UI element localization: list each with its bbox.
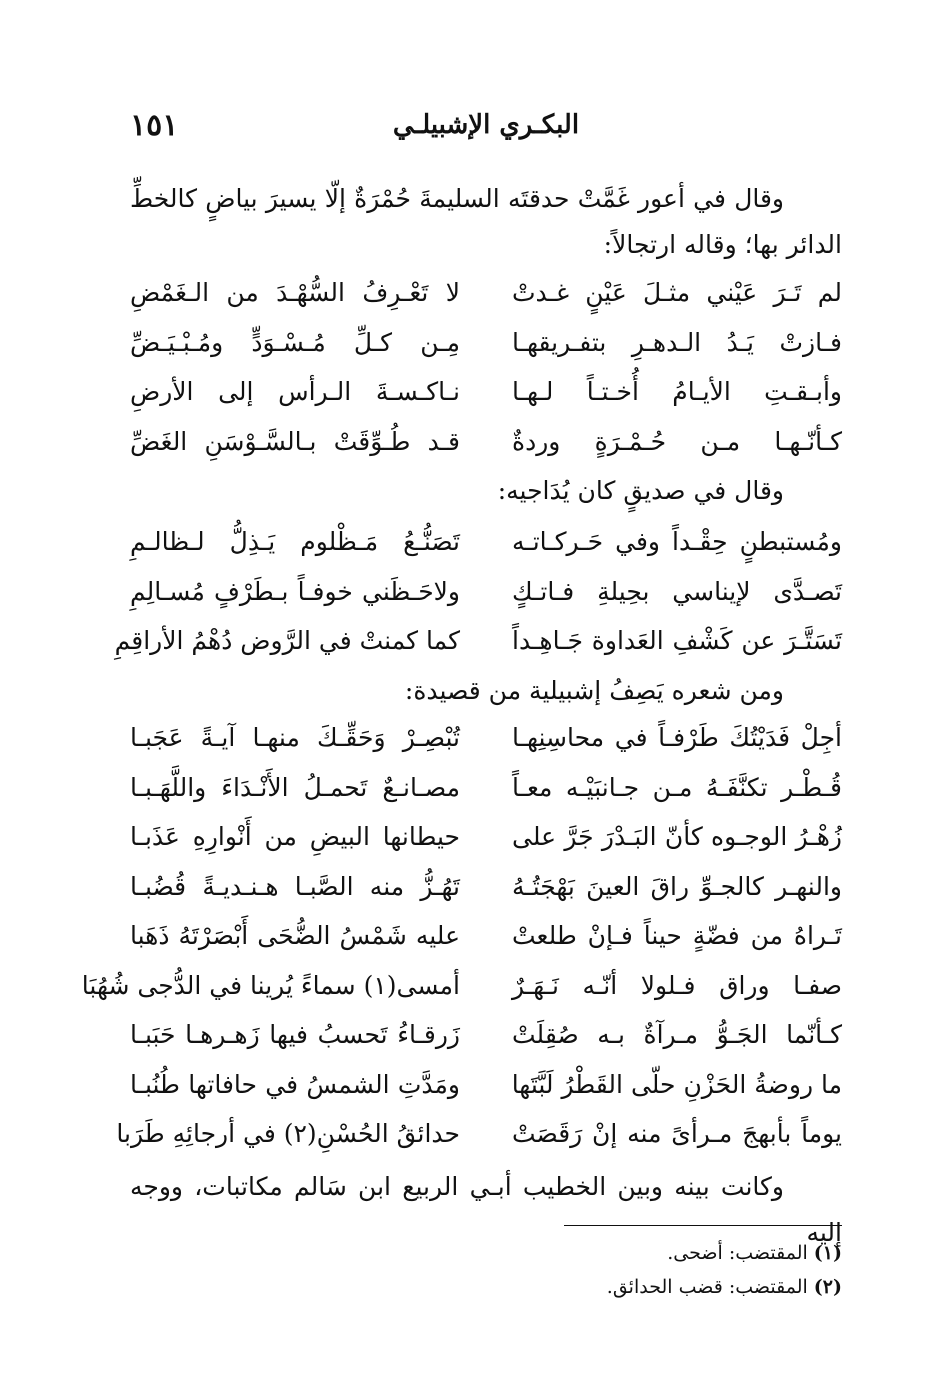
closing-text: وكانت بينه وبين الخطيب أبـي الربيع ابن سَالم مكاتبات، ووجه إليه [130, 1172, 842, 1247]
hemistich-right: كـأنّما الجَـوُّ مـرآةٌ بـه صُقِلَتْ [512, 1020, 842, 1050]
hemistich-right: صفـا وراق فـلولا أنّـه نَـهَـرٌ [512, 970, 842, 1000]
intro-paragraph-2 [130, 468, 842, 514]
hemistich-right: قُـطْـر تكنَّفَـهُ مـن جـانبَيْـه معـاً [512, 772, 842, 802]
hemistich-right: ومُستبطنٍ حِقْـداً وفي حَـركـاتـه [512, 527, 842, 557]
hemistich-left: كما كمنتْ في الرَّوض دُهْمُ الأراقِمِ [114, 626, 460, 656]
hemistich-left: حدائقُ الحُسْنِ(٢) في أرجائِهِ طَرَبا [116, 1119, 460, 1149]
hemistich-right: كـأنّـهـا مـن حُـمْـرَةٍ وردةٌ [512, 426, 842, 456]
page-number: ١٥١ [130, 108, 179, 143]
footnote-divider [564, 1225, 842, 1226]
footnotes [430, 1236, 842, 1304]
hemistich-right: تَـراهُ من فضّةٍ حيناً فـإنْ طلعتْ [512, 921, 842, 951]
hemistich-left: مصـانـعٌ تَحمـلُ الأَنْـدَاءَ واللَّهَـبـا [130, 772, 460, 802]
footnote-marker: (٢) [813, 1276, 842, 1298]
intro-paragraph-1 [130, 176, 842, 268]
verse [130, 713, 842, 763]
hemistich-right: لم تَـرَ عَيْني مثـلَ عَيْنٍ غـدتْ [512, 278, 842, 308]
page-header [130, 108, 842, 148]
verse [114, 616, 842, 666]
hemistich-right: تَسَتَّـرَ عن كَشْفِ العَداوة جَـاهِـداً [512, 626, 842, 656]
verse [130, 567, 842, 617]
hemistich-left: قـد طُـوِّقَتْ بـالسَّـوْسَنِ الغَضِّ [130, 426, 460, 456]
footnote-text: المقتضب: أضحى. [667, 1242, 808, 1264]
verse [130, 763, 842, 813]
footnote-text: المقتضب: قضب الحدائق. [606, 1276, 808, 1298]
hemistich-left: مِـن كـلِّ مُـسْـوَدٍّ ومُـبْـيَـضِّ [130, 327, 460, 357]
intro-paragraph-3 [130, 668, 842, 714]
running-title: البكـري الإشبيلـي [392, 110, 580, 140]
footnote [430, 1236, 842, 1270]
verse [130, 367, 842, 417]
hemistich-left: ومَدَّتِ الشمسُ في حافاتها طُنُبـا [130, 1069, 460, 1099]
verse [130, 812, 842, 862]
hemistich-right: ما روضةُ الحَزْنِ حلّى القَطْرُ لَبَّتَها [511, 1069, 842, 1099]
hemistich-left: ولاحَـظَني خوفـاً بـطَرْفٍ مُسـالِمِ [130, 576, 460, 606]
hemistich-left: عليه شَمْسُ الضُّحَى أَبْصَرْتَهُ ذَهَبا [130, 921, 460, 951]
intro-text-2: وقال في صديقٍ كان يُدَاجيه: [497, 476, 784, 505]
intro-text-3: ومن شعره يَصِفُ إشبيلية من قصيدة: [404, 676, 784, 705]
verse [130, 1060, 842, 1110]
hemistich-left: تُبْصِـرْ وَحَقِّـكَ منهـا آيـةً عَجَبـا [130, 723, 460, 753]
intro-text-1: وقال في أعور غَمَّتْ حدقتَه السليمةَ حُمْرَةٌ إلّا يسيرَ بياضٍ كالخطِّ الدائر بها؛ وقاله ارتجالاً: [130, 184, 842, 259]
hemistich-left: تَهُـزُّ منه الصَّبـا هـنـديـةً قُضُبـا [130, 871, 460, 901]
hemistich-left: تَصَنُّـعُ مَـظْلوم يَـذِلُّ لـظالـمِ [130, 527, 460, 557]
verse [130, 517, 842, 567]
hemistich-right: زُهْـرُ الوجـوه كأنّ البَـدْرَ جَرَّ على [512, 822, 842, 852]
hemistich-right: والنهـر كالجـوِّ راقَ العينَ بَهْجَتُـهُ [512, 871, 842, 901]
hemistich-right: وأبـقـتِ الأيـامُ أُخـتـاً لـهـا [512, 377, 842, 407]
hemistich-left: نـاكـسـةَ الـرأس إلى الأرضِ [130, 377, 460, 407]
hemistich-left: أمسى(١) سماءً يُرينا في الدُّجى شُهُبَا [81, 970, 460, 1000]
verse [130, 862, 842, 912]
verse [130, 318, 842, 368]
verse [116, 1109, 842, 1159]
verse [130, 417, 842, 467]
poem-2 [114, 517, 842, 666]
hemistich-left: زَرقـاءُ تَحسبُ فيها زَهـرهـا حَبَبـا [130, 1020, 460, 1050]
poem-1 [130, 268, 842, 466]
footnote [430, 1270, 842, 1304]
verse [130, 1010, 842, 1060]
hemistich-right: يوماً بأبهجَ مـرأىً منه إنْ رَقَصَتْ [512, 1119, 842, 1149]
hemistich-left: حيطانها البيضِ من أَنْوارِهِ عَذَبـا [130, 822, 460, 852]
hemistich-right: تَصـدَّى لإيناسي بحِيلةِ فـاتـكٍ [512, 576, 842, 606]
hemistich-right: فـازتْ يَـدُ الـدهـرِ بتفـريقهـا [512, 327, 842, 357]
verse [130, 911, 842, 961]
verse [130, 268, 842, 318]
footnote-marker: (١) [813, 1242, 842, 1264]
hemistich-left: لا تَعْـرِفُ السُّهْـدَ من الـغَمْضِ [130, 278, 460, 308]
verse [81, 961, 842, 1011]
hemistich-right: أجِلْ فَدَيْتُكَ طَرْفـاً في محاسِنِهـا [512, 723, 842, 753]
poem-3 [81, 713, 842, 1159]
